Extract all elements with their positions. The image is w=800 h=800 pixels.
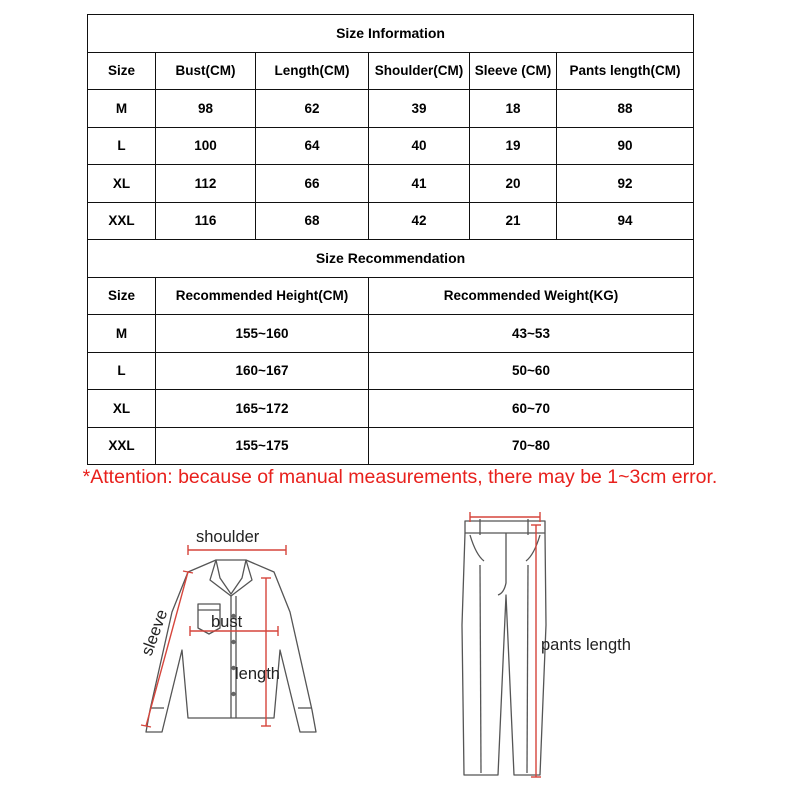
table-cell: 92 [557, 165, 694, 203]
table-cell: 68 [256, 202, 369, 240]
table-cell: 21 [470, 202, 557, 240]
column-header: Shoulder(CM) [369, 52, 470, 90]
column-header: Length(CM) [256, 52, 369, 90]
table-cell: 70~80 [369, 427, 694, 465]
table-cell: 43~53 [369, 315, 694, 353]
column-header: Recommended Weight(KG) [369, 277, 694, 315]
table-cell: 88 [557, 90, 694, 128]
size-recommendation-title-row [88, 240, 694, 278]
column-header: Sleeve (CM) [470, 52, 557, 90]
column-header: Size [88, 277, 156, 315]
table-row [88, 90, 694, 128]
table-cell: 165~172 [156, 390, 369, 428]
pants-length-label: pants length [541, 636, 631, 654]
table-cell: 20 [470, 165, 557, 203]
size-recommendation-table [87, 239, 694, 465]
table-cell: 60~70 [369, 390, 694, 428]
table-cell: L [88, 127, 156, 165]
table-cell: 100 [156, 127, 256, 165]
table-cell: 50~60 [369, 352, 694, 390]
size-recommendation-title: Size Recommendation [88, 240, 694, 278]
table-cell: 64 [256, 127, 369, 165]
attention-note: *Attention: because of manual measurements, there may be 1~3cm error. [82, 466, 718, 488]
table-cell: 155~175 [156, 427, 369, 465]
table-cell: 39 [369, 90, 470, 128]
table-cell: 160~167 [156, 352, 369, 390]
table-cell: 94 [557, 202, 694, 240]
table-cell: M [88, 90, 156, 128]
pants-outline [462, 519, 546, 775]
size-recommendation-header-row [88, 277, 694, 315]
column-header: Bust(CM) [156, 52, 256, 90]
sleeve-label: sleeve [138, 607, 172, 659]
table-cell: 40 [369, 127, 470, 165]
table-row [88, 427, 694, 465]
shirt-outline [146, 560, 316, 732]
table-cell: 66 [256, 165, 369, 203]
size-information-table [87, 14, 694, 240]
column-header: Pants length(CM) [557, 52, 694, 90]
table-row [88, 202, 694, 240]
length-label: length [235, 665, 280, 683]
table-cell: 155~160 [156, 315, 369, 353]
bust-label: bust [211, 613, 243, 631]
table-row [88, 165, 694, 203]
table-cell: XL [88, 390, 156, 428]
shoulder-label: shoulder [196, 528, 260, 546]
table-cell: L [88, 352, 156, 390]
table-cell: 42 [369, 202, 470, 240]
column-header: Recommended Height(CM) [156, 277, 369, 315]
table-cell: 18 [470, 90, 557, 128]
table-row [88, 390, 694, 428]
table-cell: 19 [470, 127, 557, 165]
table-cell: 62 [256, 90, 369, 128]
table-row [88, 352, 694, 390]
table-cell: 41 [369, 165, 470, 203]
table-row [88, 127, 694, 165]
table-cell: XXL [88, 202, 156, 240]
table-cell: 90 [557, 127, 694, 165]
table-row [88, 315, 694, 353]
table-cell: M [88, 315, 156, 353]
table-cell: XL [88, 165, 156, 203]
table-cell: 116 [156, 202, 256, 240]
size-information-header-row [88, 52, 694, 90]
table-cell: 112 [156, 165, 256, 203]
table-cell: XXL [88, 427, 156, 465]
column-header: Size [88, 52, 156, 90]
shirt-diagram [130, 520, 330, 780]
size-information-title-row [88, 15, 694, 53]
table-cell: 98 [156, 90, 256, 128]
size-information-title: Size Information [88, 15, 694, 53]
